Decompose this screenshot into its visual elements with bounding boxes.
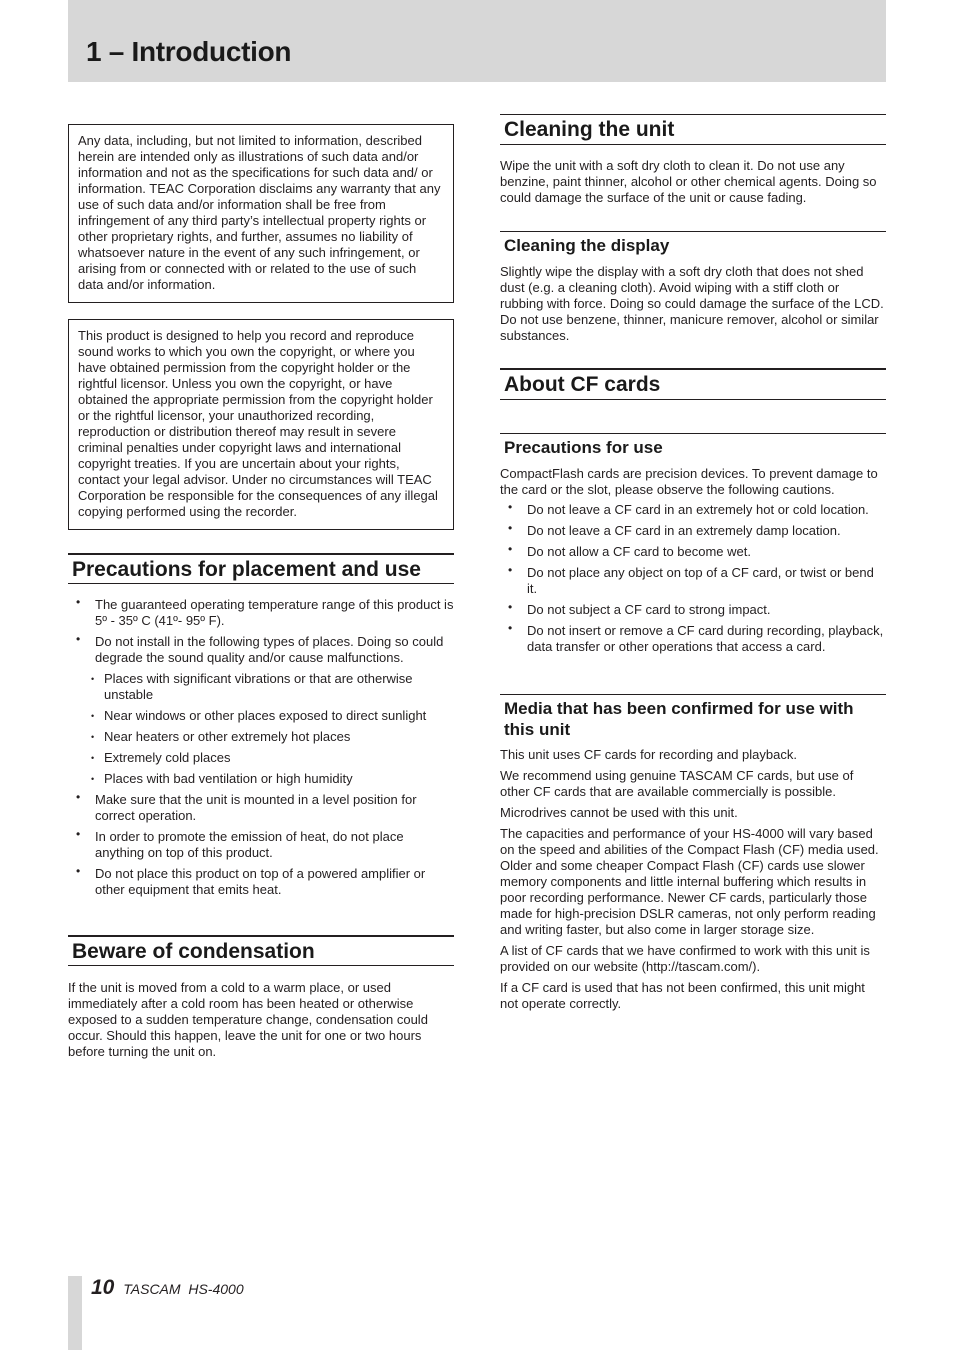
list-item: • Do not leave a CF card in an extremely damp location. [500, 523, 886, 539]
precautions-list [500, 502, 886, 660]
media-paragraph: Microdrives cannot be used with this unit. [500, 805, 738, 820]
page-number: 10 [91, 1276, 115, 1299]
sub-list-item: • Extremely cold places [68, 750, 454, 766]
list-item: • Do not place this product on top of a powered amplifier or other equipment that emits heat. [68, 866, 454, 898]
list-item: • The guaranteed operating temperature range of this product is 5º - 35º C (41º- 95º F). [68, 597, 454, 629]
media-paragraph: A list of CF cards that we have confirmed to work with this unit is provided on our website (http://tascam.com/). [500, 943, 870, 974]
cf-heading: About CF cards [500, 368, 886, 400]
precautions-heading: Precautions for use [500, 433, 886, 458]
media-paragraphs [500, 747, 886, 1017]
list-item: • Do not place any object on top of a CF card, or twist or bend it. [500, 565, 886, 597]
display-heading: Cleaning the display [500, 231, 886, 256]
cleaning-text: Wipe the unit with a soft dry cloth to clean it. Do not use any benzine, paint thinner, alcohol or other chemical agents. Doing so could damage the surface of the unit or cause fading. [500, 158, 877, 205]
chapter-header [68, 0, 886, 82]
sub-list-item: • Places with bad ventilation or high humidity [68, 771, 454, 787]
precautions-intro: CompactFlash cards are precision devices. To prevent damage to the card or the slot, please observe the following cautions. [500, 466, 878, 497]
list-item: • Do not subject a CF card to strong impact. [500, 602, 886, 618]
disclaimer-box [68, 124, 454, 303]
display-text: Slightly wipe the display with a soft dry cloth that does not shed dust (e.g. a cleaning cloth). Avoid wiping with a stiff cloth or rubbing with force. Doing so could damage the surface of the LCD. Do not use benzene, thinner, manicure remover, alcohol or similar substances. [500, 264, 884, 343]
media-paragraph: If a CF card is used that has not been confirmed, this unit might not operate correctly. [500, 980, 865, 1011]
condensation-heading: Beware of condensation [68, 935, 454, 966]
copyright-text: This product is designed to help you record and reproduce sound works to which you own the copyright, or where you have obtained permission from the copyright holder or the rightful licensor. Unless you own the copyright, or have obtained the appropriate permission from the copyright holder or the rightful licensor, your unauthorized recording, reproduction or distribution thereof may result in severe criminal penalties under copyright laws and international copyright treaties. If you are uncertain about your rights, contact your legal advisor. Under no circumstances will TEAC Corporation be responsible for the consequences of any illegal copying performed using the recorder. [78, 328, 438, 519]
media-paragraph: The capacities and performance of your HS-4000 will vary based on the speed and abilities of the Compact Flash (CF) media used. Older and some cheaper Compact Flash (CF) cards use slower memory components and little internal buffering which results in poor recording performance. Newer CF cards, particularly those made for high-precision DSLR cameras, not only perform reading and writing faster, but also come in larger storage size. [500, 826, 879, 937]
list-item: • Do not insert or remove a CF card during recording, playback, data transfer or other operations that access a card. [500, 623, 886, 655]
footer-brand: TASCAM [123, 1281, 181, 1297]
footer-tab [68, 1276, 82, 1350]
list-item: • Do not install in the following types of places. Doing so could degrade the sound quality and/or cause malfunctions. [68, 634, 454, 666]
media-paragraph: This unit uses CF cards for recording and playback. [500, 747, 797, 762]
media-heading: Media that has been confirmed for use with this unit [500, 694, 886, 740]
condensation-text: If the unit is moved from a cold to a warm place, or used immediately after a cold room has been heated or otherwise exposed to a sudden temperature change, condensation could occur. Should this happen, leave the unit for one or two hours before turning the unit on. [68, 980, 428, 1059]
footer-model: HS-4000 [188, 1281, 244, 1297]
sub-list-item: • Places with significant vibrations or that are otherwise unstable [68, 671, 454, 703]
media-paragraph: We recommend using genuine TASCAM CF cards, but use of other CF cards that are available commercially is possible. [500, 768, 854, 799]
chapter-title: 1 – Introduction [86, 36, 292, 67]
list-item: • Make sure that the unit is mounted in a level position for correct operation. [68, 792, 454, 824]
sub-list-item: • Near windows or other places exposed to direct sunlight [68, 708, 454, 724]
list-item: • Do not leave a CF card in an extremely hot or cold location. [500, 502, 886, 518]
copyright-box [68, 319, 454, 530]
page-footer [91, 1276, 244, 1300]
cleaning-heading: Cleaning the unit [500, 114, 886, 145]
list-item: • In order to promote the emission of heat, do not place anything on top of this product. [68, 829, 454, 861]
placement-heading: Precautions for placement and use [68, 553, 454, 584]
list-item: • Do not allow a CF card to become wet. [500, 544, 886, 560]
placement-list [68, 597, 454, 903]
sub-list-item: • Near heaters or other extremely hot places [68, 729, 454, 745]
disclaimer-text: Any data, including, but not limited to information, described herein are intended only as illustrations of such data and/or information and not as the specifications for such data and/ or information. TEAC Corporation disclaims any warranty that any use of such data and/or information shall be free from infringement of any third party’s intellectual property rights or other proprietary rights, and further, assumes no liability of whatsoever nature in the event of any such infringement, or arising from or connected with or related to the use of such data and/or information. [78, 133, 441, 292]
